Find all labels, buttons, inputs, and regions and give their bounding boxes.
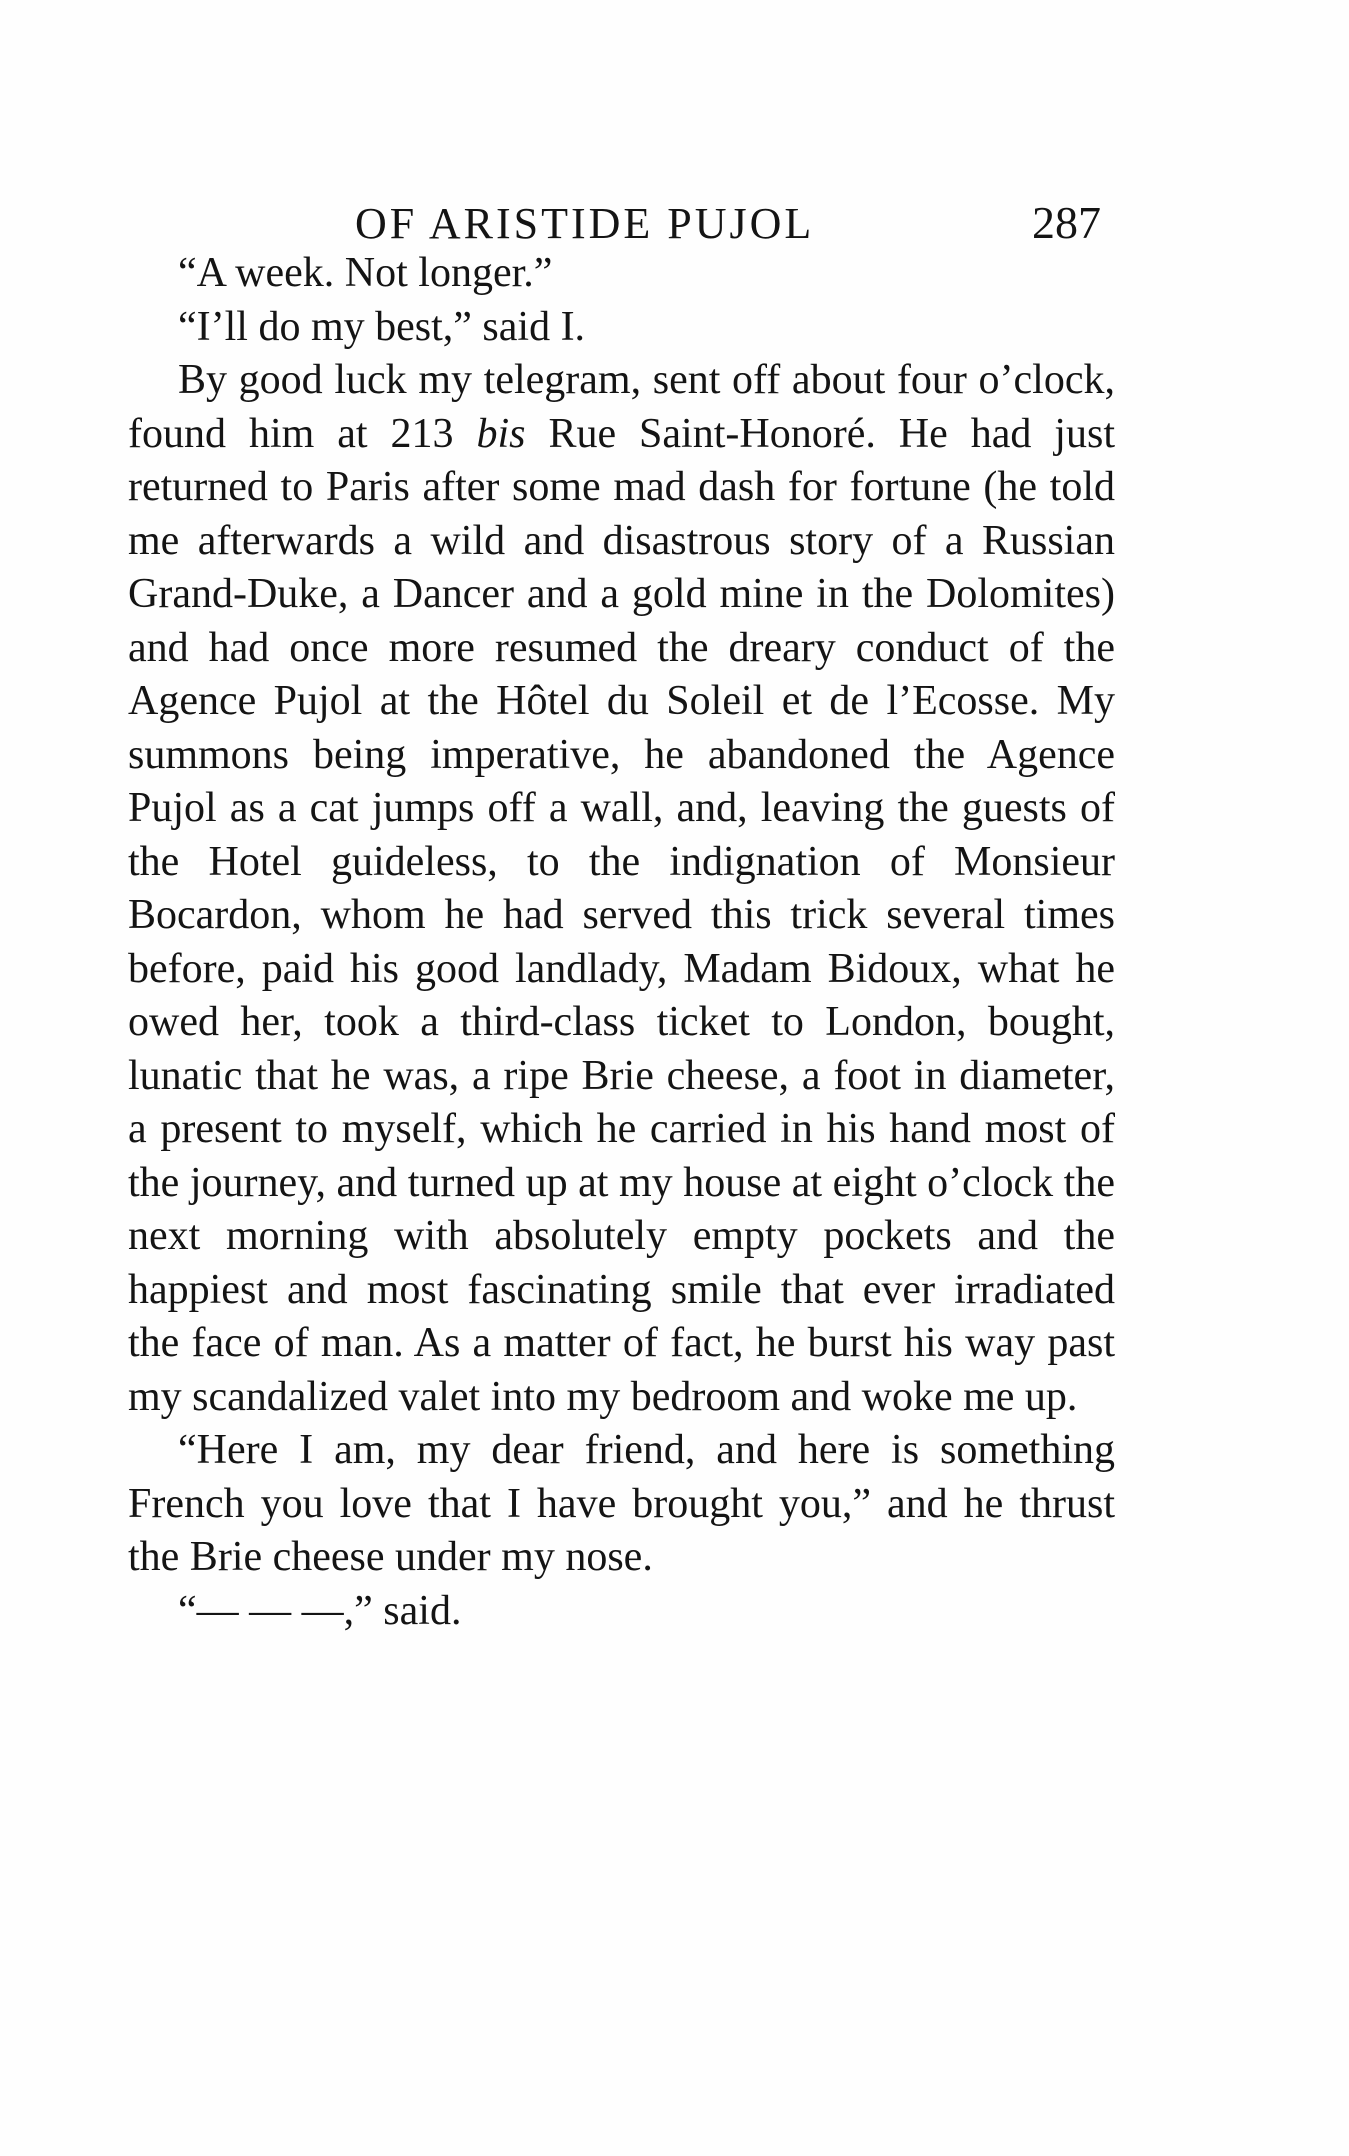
paragraph-1: “A week. Not longer.” <box>178 250 553 296</box>
paragraph-5: “— — —,” said. <box>178 1587 462 1634</box>
paragraph-3-text-start: By good luck my telegram, sent off about four o’clock, found him at 213 <box>128 357 1115 457</box>
paragraph-2: “I’ll do my best,” said I. <box>178 303 586 350</box>
paragraph-3 <box>128 354 1115 1424</box>
paragraph-4: “Here I am, my dear friend, and here is something French you love that I have brought you,” and he thrust the Brie cheese under my nose. <box>128 1427 1115 1580</box>
page-number: 287 <box>1032 197 1101 248</box>
paragraph-3-text-end: Rue Saint-Honoré. He had just returned to Paris after some mad dash for fortune (he told me afterwards a wild and disastrous story of a Russian Grand-Duke, a Dancer and a gold mine in the Dolomites) and had once more resumed the dreary conduct of the Agence Pujol at the Hôtel du Soleil et de l’Ecosse. My summons being imperative, he abandoned the Agence Pujol as a cat jumps off a wall, and, leaving the guests of the Hotel guideless, to the indignation of Monsieur Bocardon, whom he had served this trick several times before, paid his good landlady, Madam Bidoux, what he owed her, took a third-class ticket to London, bought, lunatic that he was, a ripe Brie cheese, a foot in diameter, a present to myself, which he carried in his hand most of the journey, and turned up at my house at eight o’clock the next morning with absolutely empty pockets and the happiest and most fascinating smile that ever irradiated the face of man. As a matter of fact, he burst his way past my scandalized valet into my bedroom and woke me up. <box>128 410 1115 1420</box>
body-text <box>128 247 1115 1638</box>
running-head-title: OF ARISTIDE PUJOL <box>355 199 815 248</box>
paragraph-3-italic-bis: bis <box>476 410 526 457</box>
